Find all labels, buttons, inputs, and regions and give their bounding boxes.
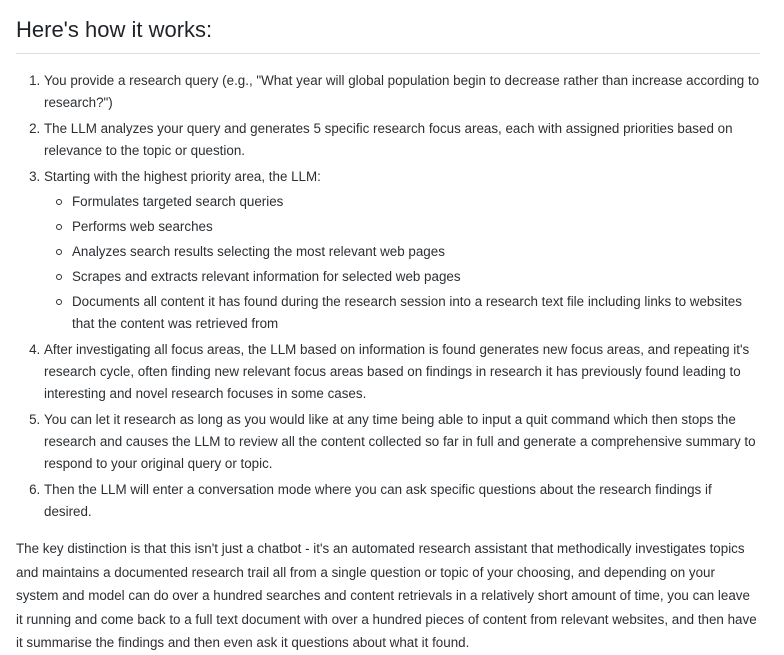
hollow-circle-bullet-icon: [56, 249, 62, 255]
substep-item: [72, 241, 760, 263]
step-text: You can let it research as long as you would like at any time being able to input a quit command which then stops the research and causes the LLM to review all the content collected so far in full and generate a comprehensive summary to respond to your original query or topic.: [44, 412, 756, 471]
substep-text: Performs web searches: [72, 219, 213, 234]
step-item: [44, 479, 760, 523]
step-text: The LLM analyzes your query and generates 5 specific research focus areas, each with assigned priorities based on relevance to the topic or question.: [44, 121, 733, 158]
step-item: [44, 70, 760, 114]
substep-text: Scrapes and extracts relevant information for selected web pages: [72, 269, 461, 284]
summary-paragraph: The key distinction is that this isn't just a chatbot - it's an automated research assistant that methodically investigates topics and maintains a documented research trail all from a single question or topic of your choosing, and depending on your system and model can do over a hundred searches and content retrievals in a relatively short amount of time, you can leave it running and come back to a full text document with over a hundred pieces of content from relevant websites, and then have it summarise the findings and then even ask it questions about what it found.: [16, 541, 757, 650]
step-text: Then the LLM will enter a conversation mode where you can ask specific questions about the research findings if desired.: [44, 482, 712, 519]
substeps-list: [44, 191, 760, 335]
substep-item: [72, 266, 760, 288]
substep-item: [72, 216, 760, 238]
hollow-circle-bullet-icon: [56, 224, 62, 230]
step-item: [44, 409, 760, 475]
hollow-circle-bullet-icon: [56, 274, 62, 280]
step-text: Starting with the highest priority area, the LLM:: [44, 169, 321, 184]
substep-text: Formulates targeted search queries: [72, 194, 284, 209]
substep-item: [72, 291, 760, 335]
step-item: [44, 339, 760, 405]
substep-text: Analyzes search results selecting the most relevant web pages: [72, 244, 445, 259]
substep-text: Documents all content it has found during the research session into a research text file including links to websites that the content was retrieved from: [72, 294, 742, 331]
substep-item: [72, 191, 760, 213]
step-item: [44, 118, 760, 162]
step-text: After investigating all focus areas, the LLM based on information is found generates new focus areas, and repeating it's research cycle, often finding new relevant focus areas based on findings in research it has previously found leading to interesting and novel research focuses in some cases.: [44, 342, 750, 401]
section-heading: Here's how it works:: [16, 0, 760, 54]
steps-list: [16, 70, 760, 523]
step-item: [44, 166, 760, 335]
hollow-circle-bullet-icon: [56, 299, 62, 305]
hollow-circle-bullet-icon: [56, 199, 62, 205]
step-text: You provide a research query (e.g., "What year will global population begin to decrease rather than increase according to research?"): [44, 73, 760, 110]
